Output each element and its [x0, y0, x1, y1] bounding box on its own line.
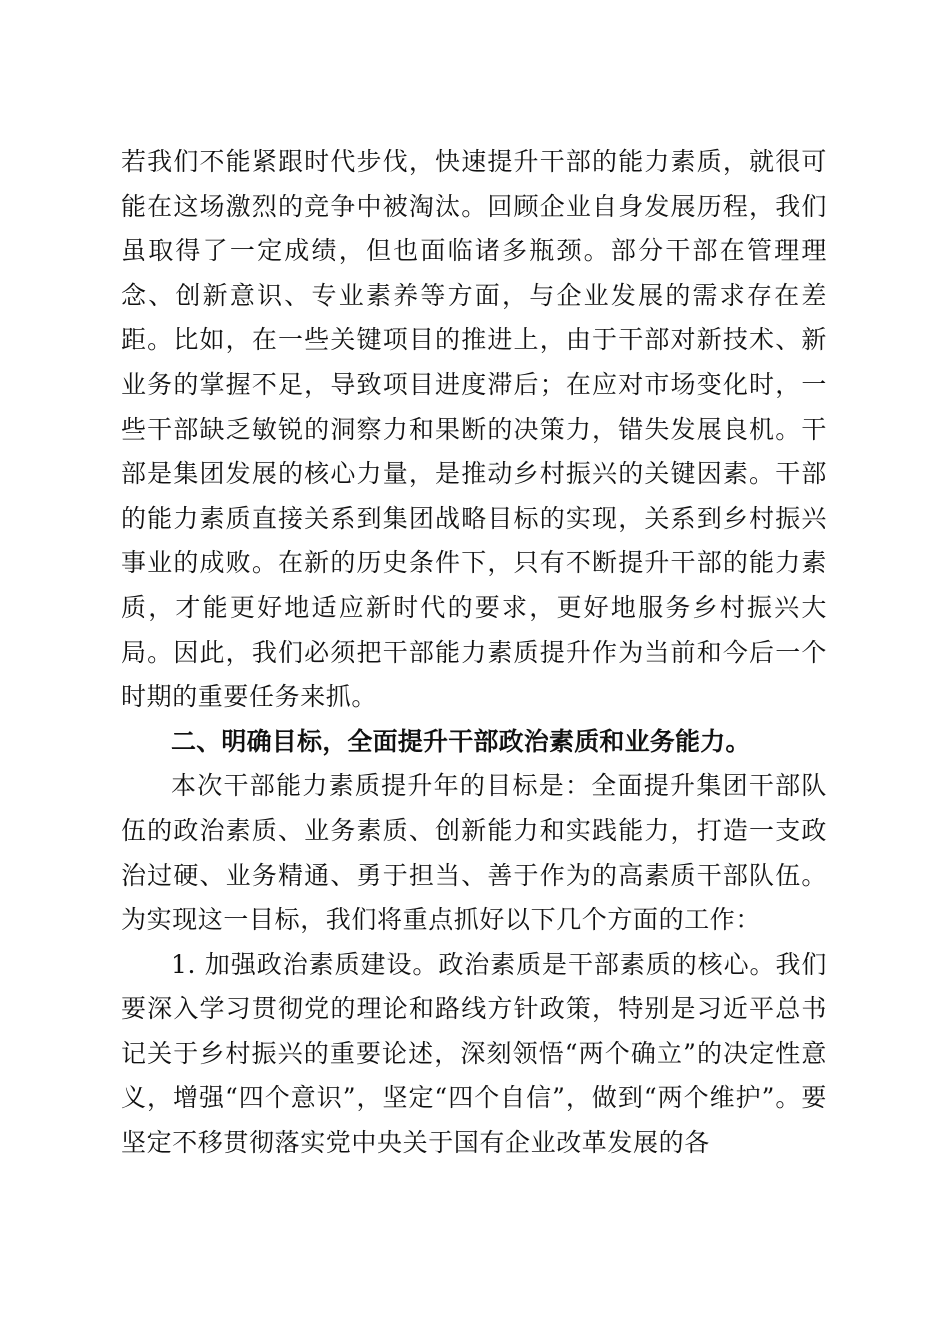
paragraph-item-1: 1. 加强政治素质建设。政治素质是干部素质的核心。我们要深入学习贯彻党的理论和路线方针政策，特别是习近平总书记关于乡村振兴的重要论述，深刻领悟“两个确立”的决定性意义，增强“四个意识”，坚定“四个自信”，做到“两个维护”。要坚定不移贯彻落实党中央关于国有企业改革发展的各	[121, 949, 827, 1158]
paragraph-continuation: 若我们不能紧跟时代步伐，快速提升干部的能力素质，就很可能在这场激烈的竞争中被淘汰。回顾企业自身发展历程，我们虽取得了一定成绩，但也面临诸多瓶颈。部分干部在管理理念、创新意识、专业素养等方面，与企业发展的需求存在差距。比如，在一些关键项目的推进上，由于干部对新技术、新业务的掌握不足，导致项目进度滞后；在应对市场变化时，一些干部缺乏敏锐的洞察力和果断的决策力，错失发展良机。干部是集团发展的核心力量，是推动乡村振兴的关键因素。干部的能力素质直接关系到集团战略目标的实现，关系到乡村振兴事业的成败。在新的历史条件下，只有不断提升干部的能力素质，才能更好地适应新时代的要求，更好地服务乡村振兴大局。因此，我们必须把干部能力素质提升作为当前和今后一个时期的重要任务来抓。	[121, 147, 827, 712]
document-body	[121, 140, 827, 1166]
section-heading: 二、明确目标，全面提升干部政治素质和业务能力。	[171, 726, 751, 756]
paragraph-goal: 本次干部能力素质提升年的目标是：全面提升集团干部队伍的政治素质、业务素质、创新能力和实践能力，打造一支政治过硬、业务精通、勇于担当、善于作为的高素质干部队伍。为实现这一目标，我们将重点抓好以下几个方面的工作：	[121, 771, 827, 935]
